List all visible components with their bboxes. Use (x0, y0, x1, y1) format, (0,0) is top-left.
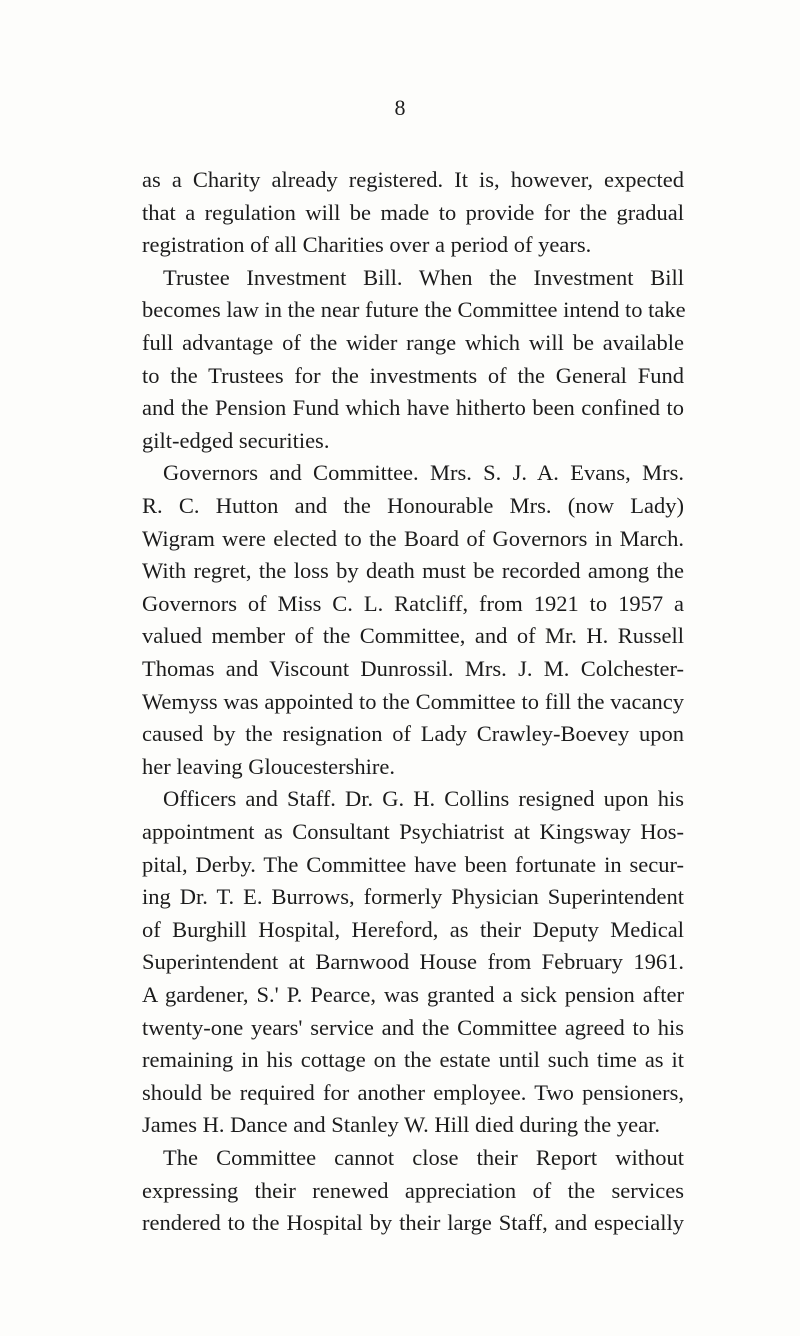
text-line: gilt-edged securities. (142, 427, 330, 453)
text-line: and the Pension Fund which have hitherto been confined to (142, 395, 684, 421)
text-line: Superintendent at Barnwood House from February 1961. (142, 949, 684, 975)
text-line: valued member of the Committee, and of Mr. H. Russell (142, 623, 684, 649)
text-line: Thomas and Viscount Dunrossil. Mrs. J. M. Colchester- (142, 656, 684, 681)
text-line: A gardener, S.' P. Pearce, was granted a sick pension after (142, 982, 684, 1007)
text-line: rendered to the Hospital by their large Staff, and especially (142, 1210, 684, 1236)
text-line: full advantage of the wider range which will be available (142, 330, 684, 355)
text-line: With regret, the loss by death must be recorded among the (142, 558, 684, 584)
text-line: appointment as Consultant Psychiatrist at Kingsway Hos- (142, 819, 684, 844)
text-line: Trustee Investment Bill. When the Investment Bill (163, 264, 684, 290)
text-line: becomes law in the near future the Committee intend to take (142, 297, 686, 323)
text-line: registration of all Charities over a period of years. (142, 232, 592, 258)
text-line: James H. Dance and Stanley W. Hill died during the year. (142, 1112, 661, 1138)
text-line: Officers and Staff. Dr. G. H. Collins resigned upon his (163, 786, 684, 812)
text-line: remaining in his cottage on the estate until such time as it (142, 1047, 684, 1073)
text-line: caused by the resignation of Lady Crawley-Boevey upon (142, 721, 684, 747)
text-line: Governors of Miss C. L. Ratcliff, from 1921 to 1957 a (142, 590, 684, 616)
text-line: R. C. Hutton and the Honourable Mrs. (now Lady) (142, 493, 684, 518)
text-line: The Committee cannot close their Report without (163, 1145, 684, 1170)
text-line: pital, Derby. The Committee have been fortunate in secur- (142, 851, 684, 877)
text-line: Wemyss was appointed to the Committee to fill the vacancy (142, 688, 684, 714)
text-line: Governors and Committee. Mrs. S. J. A. Evans, Mrs. (163, 460, 684, 486)
text-line: expressing their renewed appreciation of the services (142, 1177, 684, 1203)
text-line: Wigram were elected to the Board of Governors in March. (142, 525, 684, 551)
text-line: as a Charity already registered. It is, however, expected (142, 167, 684, 192)
text-line: that a regulation will be made to provide for the gradual (142, 199, 684, 225)
page-number: 8 (394, 95, 406, 120)
text-line: her leaving Gloucestershire. (142, 753, 396, 779)
text-line: to the Trustees for the investments of the General Fund (142, 362, 684, 388)
text-line: should be required for another employee. Two pensioners, (142, 1079, 684, 1105)
text-line: ing Dr. T. E. Burrows, formerly Physician Superintendent (142, 884, 684, 910)
text-line: of Burghill Hospital, Hereford, as their Deputy Medical (142, 916, 684, 942)
text-line: twenty-one years' service and the Committee agreed to his (142, 1014, 684, 1040)
